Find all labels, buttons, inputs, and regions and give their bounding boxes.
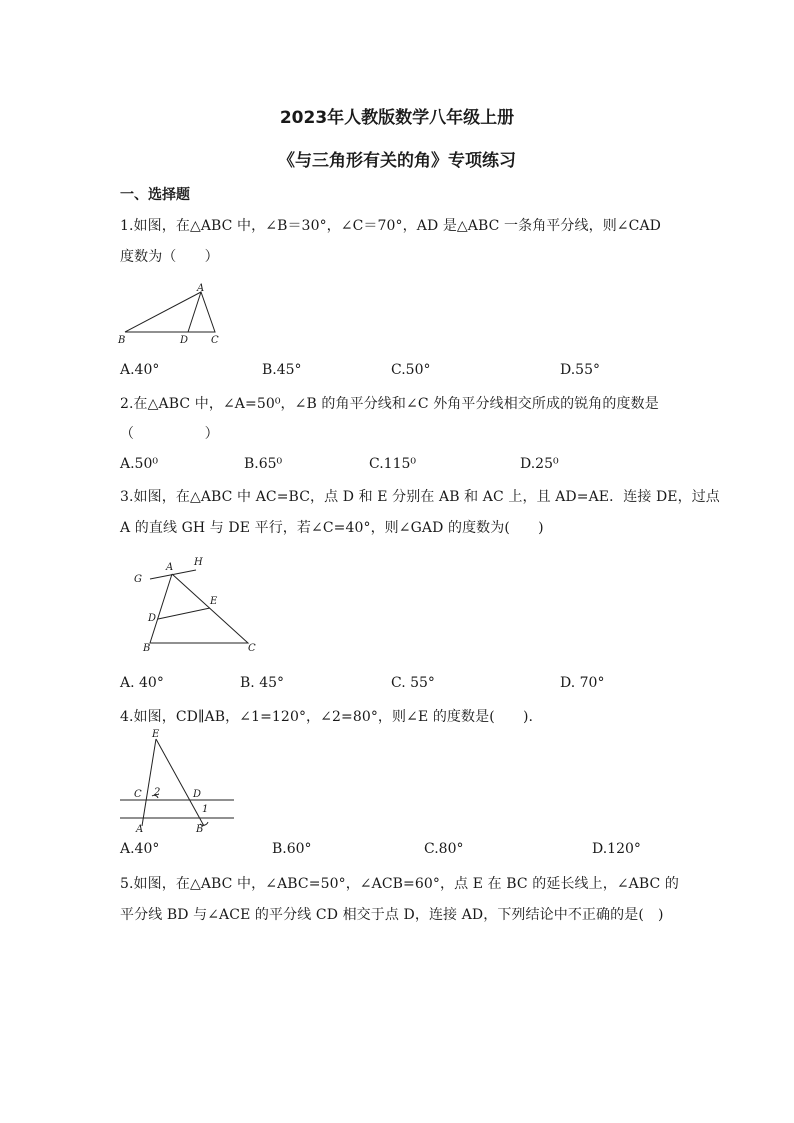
q1-label-a: A bbox=[197, 283, 205, 294]
q1-triangle bbox=[125, 292, 215, 332]
q3-figure bbox=[128, 555, 268, 657]
q3-label-h: H bbox=[194, 557, 203, 568]
q3-label-e: E bbox=[210, 596, 218, 607]
q4-option-a[interactable]: A.40° bbox=[120, 841, 160, 857]
q5-text-line1: 5.如图，在△ABC 中，∠ABC=50°，∠ACB=60°，点 E 在 BC 的延长线上，∠ABC 的 bbox=[120, 876, 680, 892]
q1-text-line1: 1.如图，在△ABC 中，∠B＝30°，∠C＝70°，AD 是△ABC 一条角平分线，则∠CAD bbox=[120, 218, 661, 234]
q2-option-a[interactable]: A.50⁰ bbox=[120, 456, 158, 472]
q1-option-d[interactable]: D.55° bbox=[560, 362, 600, 378]
q1-option-b[interactable]: B.45° bbox=[262, 362, 302, 378]
q1-option-c[interactable]: C.50° bbox=[391, 362, 431, 378]
section-heading: 一、选择题 bbox=[120, 187, 190, 203]
q4-option-b[interactable]: B.60° bbox=[272, 841, 312, 857]
q3-label-d: D bbox=[148, 613, 157, 624]
q3-segment-de bbox=[158, 608, 210, 619]
q3-label-b: B bbox=[143, 643, 151, 654]
q3-label-g: G bbox=[134, 574, 142, 585]
q4-label-c: C bbox=[134, 789, 142, 800]
q3-triangle bbox=[150, 574, 248, 643]
q3-option-b[interactable]: B. 45° bbox=[240, 675, 285, 691]
q5-text-line2: 平分线 BD 与∠ACE 的平分线 CD 相交于点 D，连接 AD，下列结论中不正确的是( ) bbox=[120, 907, 664, 923]
q3-label-c: C bbox=[248, 643, 256, 654]
q4-label-b: B bbox=[196, 824, 204, 835]
q4-label-2: 2 bbox=[154, 787, 161, 798]
q4-option-c[interactable]: C.80° bbox=[424, 841, 464, 857]
page-title: 2023年人教版数学八年级上册 bbox=[279, 108, 515, 128]
q1-text-line2: 度数为（ ） bbox=[120, 249, 219, 265]
q4-segment-eb bbox=[156, 739, 204, 826]
q1-option-a[interactable]: A.40° bbox=[120, 362, 160, 378]
q3-option-d[interactable]: D. 70° bbox=[560, 675, 605, 691]
q4-label-a: A bbox=[136, 824, 144, 835]
q3-option-c[interactable]: C. 55° bbox=[391, 675, 435, 691]
q4-label-d: D bbox=[193, 789, 202, 800]
q3-option-a[interactable]: A. 40° bbox=[120, 675, 164, 691]
q4-text-line1: 4.如图，CD∥AB，∠1=120°，∠2=80°，则∠E 的度数是( ). bbox=[120, 709, 534, 725]
q2-text-line2: （ ） bbox=[120, 426, 219, 442]
q4-segment-ea bbox=[142, 739, 156, 826]
q4-option-d[interactable]: D.120° bbox=[592, 841, 641, 857]
q3-text-line2: A 的直线 GH 与 DE 平行，若∠C=40°，则∠GAD 的度数为( ) bbox=[120, 520, 544, 536]
q3-label-a: A bbox=[166, 562, 174, 573]
q1-label-c: C bbox=[211, 335, 219, 346]
q4-label-e: E bbox=[152, 729, 160, 740]
q1-figure bbox=[115, 282, 230, 348]
q3-text-line1: 3.如图，在△ABC 中 AC=BC，点 D 和 E 分别在 AB 和 AC 上，且 AD=AE．连接 DE，过点 bbox=[120, 489, 720, 505]
q1-label-d: D bbox=[180, 335, 189, 346]
q2-option-b[interactable]: B.65⁰ bbox=[244, 456, 283, 472]
q4-label-1: 1 bbox=[202, 804, 209, 815]
q1-label-b: B bbox=[118, 335, 126, 346]
q2-text-line1: 2.在△ABC 中，∠A=50⁰，∠B 的角平分线和∠C 外角平分线相交所成的锐角的度数是 bbox=[120, 396, 659, 412]
q2-option-d[interactable]: D.25⁰ bbox=[520, 456, 559, 472]
q2-option-c[interactable]: C.115⁰ bbox=[369, 456, 416, 472]
page-subtitle: 《与三角形有关的角》专项练习 bbox=[278, 151, 516, 171]
q4-figure bbox=[116, 726, 238, 836]
